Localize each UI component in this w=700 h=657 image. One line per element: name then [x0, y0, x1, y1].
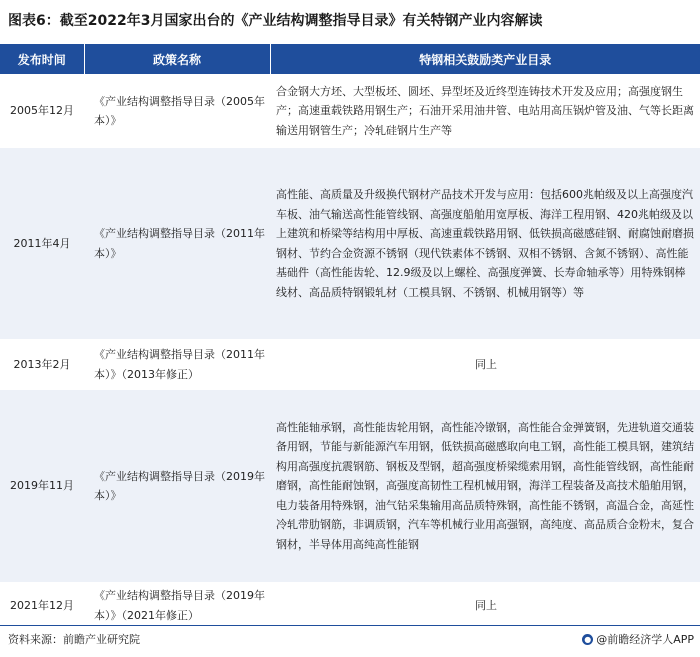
table-row [0, 340, 700, 390]
brand-credit [582, 631, 694, 647]
table-header-row [0, 44, 700, 75]
row-date: 2021年12月 [0, 583, 84, 629]
table-row [0, 75, 700, 148]
header-policy: 政策名称 [84, 44, 270, 75]
table-row [0, 148, 700, 340]
row-content: 同上 [270, 583, 700, 629]
row-date: 2013年2月 [0, 340, 84, 390]
table-row [0, 390, 700, 583]
policy-table [0, 44, 700, 629]
row-content: 同上 [270, 340, 700, 390]
footer-divider [0, 625, 700, 626]
brand-logo-icon: ● [582, 634, 593, 645]
source-note: 资料来源：前瞻产业研究院 [8, 633, 140, 646]
row-content: 高性能、高质量及升级换代钢材产品技术开发与应用：包括600兆帕级及以上高强度汽车板、油气输送高性能管线钢、高强度船舶用宽厚板、海洋工程用钢、420兆帕级及以上建筑和桥梁等结构用中厚板、高速重载铁路用钢、低铁损高磁感硅钢、耐腐蚀耐磨损钢材、节约合金资源不锈钢（现代铁素体不锈钢、双相不锈钢、含氮不锈钢）、高性能基础件（高性能齿轮、12.9级及以上螺栓、高强度弹簧、长寿命轴承等）用特殊钢棒线材、高品质特钢锻轧材（工模具钢、不锈钢、机械用钢等）等 [270, 148, 700, 340]
table-row [0, 583, 700, 629]
row-policy: 《产业结构调整指导目录（2005年本）》 [84, 75, 270, 148]
row-policy: 《产业结构调整指导目录（2019年本）》 [84, 390, 270, 583]
header-date: 发布时间 [0, 44, 84, 75]
row-policy: 《产业结构调整指导目录（2011年本）》 [84, 148, 270, 340]
row-content: 高性能轴承钢，高性能齿轮用钢，高性能冷镦钢，高性能合金弹簧钢，先进轨道交通装备用钢，节能与新能源汽车用钢，低铁损高磁感取向电工钢，高性能工模具钢，建筑结构用高强度抗震钢筋、钢板及型钢，超高强度桥梁缆索用钢，高性能管线钢，高性能耐磨钢，高性能耐蚀钢，高强度高韧性工程机械用钢，海洋工程装备及高技术船舶用钢，电力装备用特殊钢，油气钻采集输用高品质特殊钢，高性能不锈钢，高温合金，高延性冷轧带肋钢筋，非调质钢，汽车等机械行业用高强钢，高纯度、高品质合金粉末，复合钢材，半导体用高纯高性能钢 [270, 390, 700, 583]
brand-text: @前瞻经济学人APP [596, 633, 694, 646]
row-date: 2011年4月 [0, 148, 84, 340]
chart-title: 图表6：截至2022年3月国家出台的《产业结构调整指导目录》有关特钢产业内容解读 [8, 13, 543, 29]
row-date: 2019年11月 [0, 390, 84, 583]
row-policy: 《产业结构调整指导目录（2019年本）》（2021年修正） [84, 583, 270, 629]
row-content: 合金钢大方坯、大型板坯、圆坯、异型坯及近终型连铸技术开发及应用；高强度钢生产；高速重载铁路用钢生产；石油开采用油井管、电站用高压锅炉管及油、气等长距离输送用钢管生产；冷轧硅钢片生产等 [270, 75, 700, 148]
header-content: 特钢相关鼓励类产业目录 [270, 44, 700, 75]
row-policy: 《产业结构调整指导目录（2011年本）》（2013年修正） [84, 340, 270, 390]
row-date: 2005年12月 [0, 75, 84, 148]
